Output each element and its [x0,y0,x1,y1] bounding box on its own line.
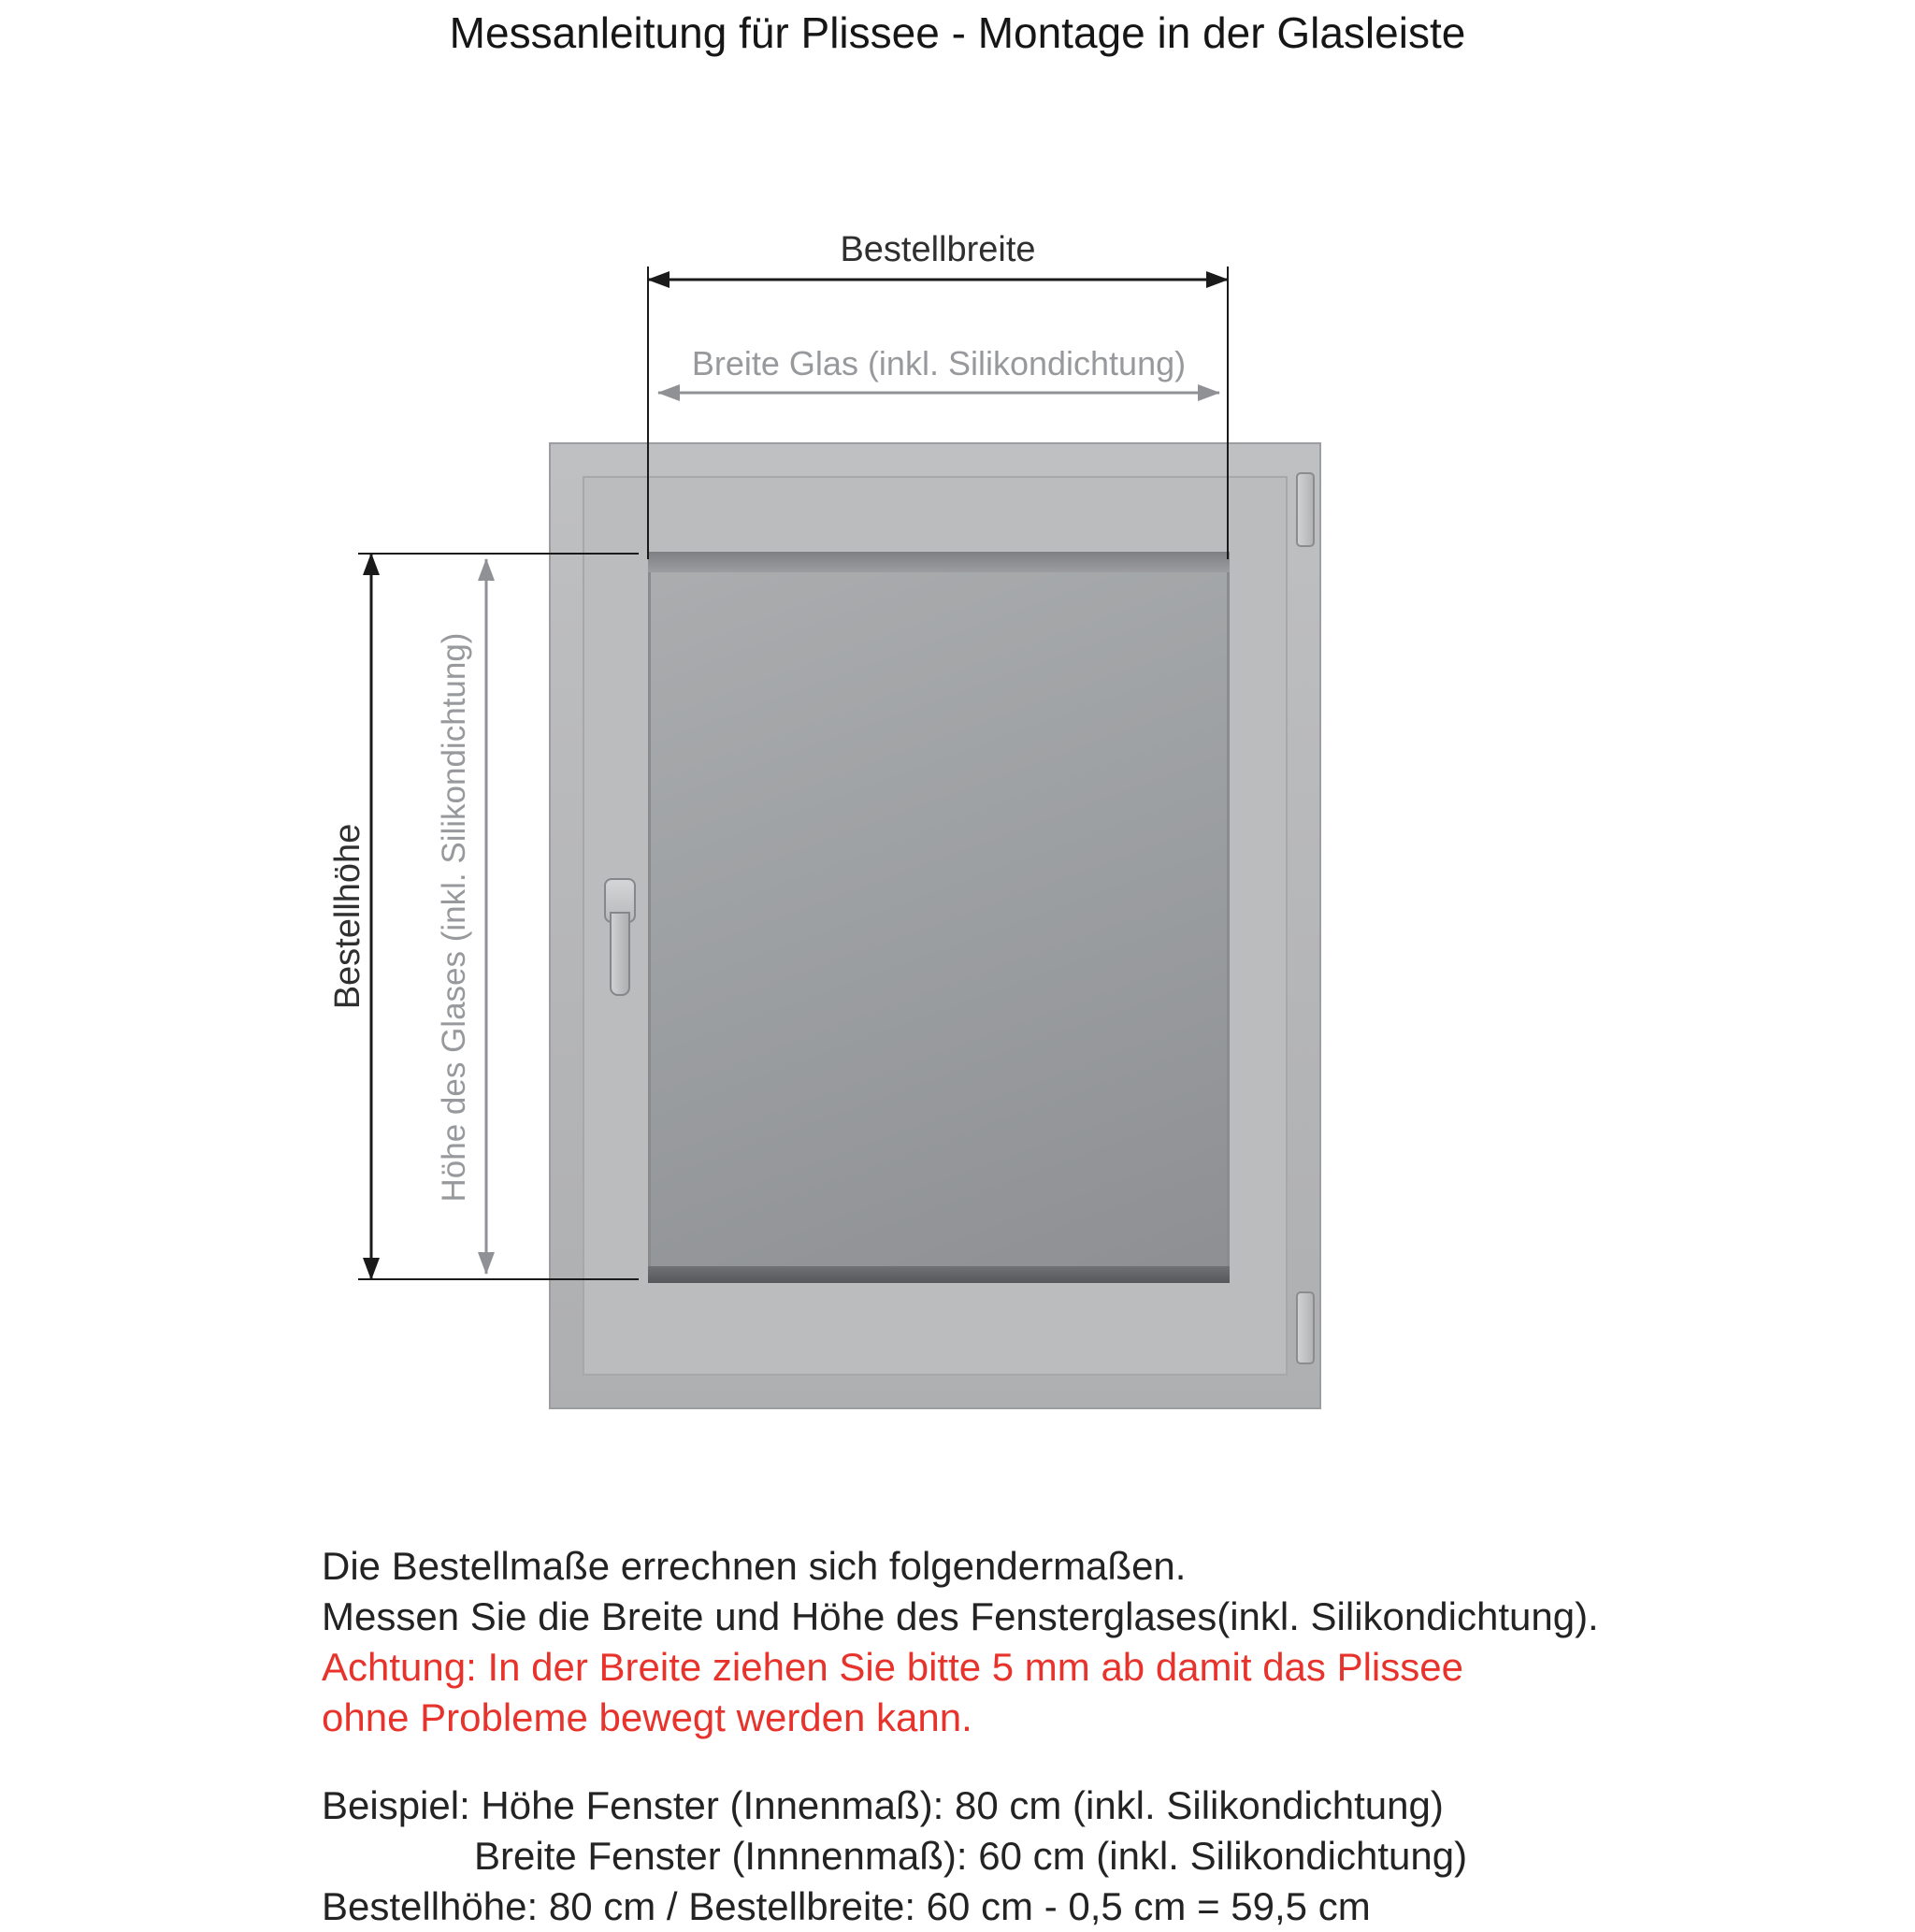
window-handle [604,878,636,996]
instruction-intro-line2: Messen Sie die Breite und Höhe des Fensterglases(inkl. Silikondichtung). [322,1594,1599,1638]
glazing-bead-top [648,552,1230,572]
hinge-bottom [1296,1291,1315,1364]
instruction-warning-line2: ohne Probleme bewegt werden kann. [322,1695,972,1739]
glass-width-label: Breite Glas (inkl. Silikondichtung) [691,344,1187,382]
order-width-label: Bestellbreite [840,230,1036,269]
window-glass [648,552,1230,1283]
window-frame [549,442,1321,1409]
window-handle-grip [610,912,630,996]
instruction-example-line2: Breite Fenster (Innnenmaß): 60 cm (inkl. Silikondichtung) [474,1834,1468,1878]
instruction-intro-line1: Die Bestellmaße errechnen sich folgendermaßen. [322,1544,1187,1588]
page-title: Messanleitung für Plissee - Montage in der Glasleiste [449,8,1466,57]
order-height-label: Bestellhöhe [328,823,367,1010]
instruction-warning-line1: Achtung: In der Breite ziehen Sie bitte 5 mm ab damit das Plissee [322,1645,1463,1689]
instruction-example-line3: Bestellhöhe: 80 cm / Bestellbreite: 60 cm - 0,5 cm = 59,5 cm [322,1884,1371,1928]
hinge-top [1296,472,1315,547]
glass-height-label: Höhe des Glases (inkl. Silikondichtung) [436,632,472,1203]
glazing-bead-bottom [648,1266,1230,1283]
instruction-example-line1: Beispiel: Höhe Fenster (Innenmaß): 80 cm (inkl. Silikondichtung) [322,1783,1444,1827]
instructions-block [322,1541,1818,1932]
